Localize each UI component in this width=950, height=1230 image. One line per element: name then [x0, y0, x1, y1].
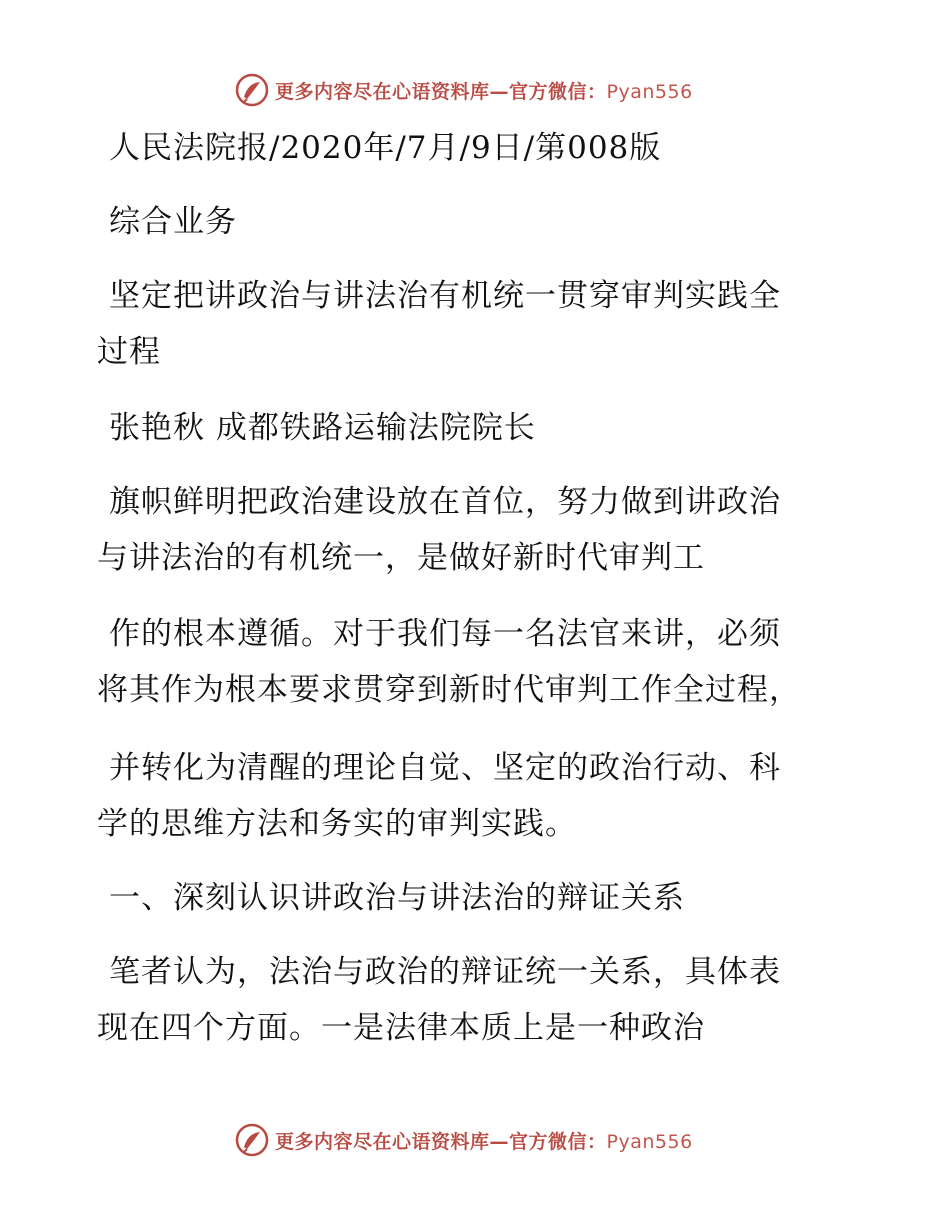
watermark-text: 更多内容尽在心语资料库—官方微信：Pyan556	[275, 1130, 693, 1153]
paragraph-2-line-1: 作的根本遵循。对于我们每一名法官来讲，必须	[109, 616, 781, 652]
paragraph-4-line-2: 现在四个方面。一是法律本质上是一种政治	[97, 1010, 705, 1046]
watermark-logo-icon	[235, 1123, 269, 1157]
section-heading-1: 一、深刻认识讲政治与讲法治的辩证关系	[109, 880, 685, 916]
watermark-text: 更多内容尽在心语资料库—官方微信：Pyan556	[275, 80, 693, 103]
paragraph-4-line-1: 笔者认为，法治与政治的辩证统一关系，具体表	[109, 954, 781, 990]
paragraph-2-line-2: 将其作为根本要求贯穿到新时代审判工作全过程，	[97, 672, 801, 708]
paragraph-3-line-1: 并转化为清醒的理论自觉、坚定的政治行动、科	[109, 750, 781, 786]
watermark-header	[235, 72, 693, 108]
article-title-line-1: 坚定把讲政治与讲法治有机统一贯穿审判实践全	[109, 278, 781, 314]
watermark-footer	[235, 1122, 693, 1158]
article-author: 张艳秋 成都铁路运输法院院长	[109, 410, 536, 446]
article-title-line-2: 过程	[97, 334, 161, 370]
publication-meta: 人民法院报/2020年/7月/9日/第008版	[109, 130, 662, 166]
paragraph-3-line-2: 学的思维方法和务实的审判实践。	[97, 806, 577, 842]
paragraph-1-line-1: 旗帜鲜明把政治建设放在首位，努力做到讲政治	[109, 484, 781, 520]
paragraph-1-line-2: 与讲法治的有机统一，是做好新时代审判工	[97, 540, 705, 576]
watermark-logo-icon	[235, 73, 269, 107]
section-label: 综合业务	[109, 204, 237, 240]
